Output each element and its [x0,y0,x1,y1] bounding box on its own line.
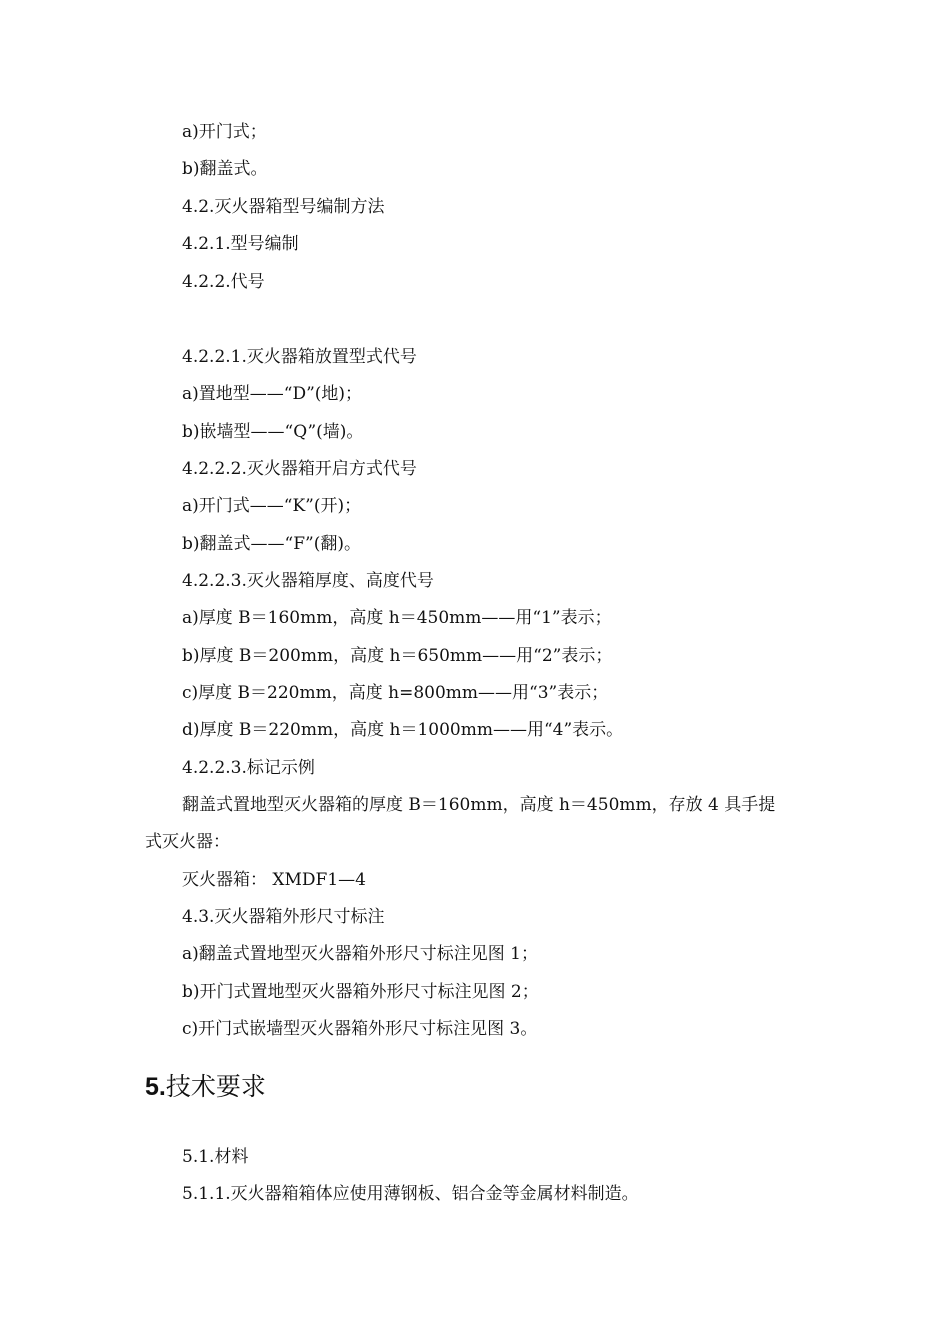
text-line: 4.2.灭火器箱型号编制方法 [182,197,385,217]
text-line: b)嵌墙型——“Q”(墙)。 [182,422,364,442]
text-line: 4.2.2.1.灭火器箱放置型式代号 [182,347,417,367]
text-line: a)开门式——“K”(开)； [182,496,362,516]
text-line: 4.2.1.型号编制 [182,234,299,254]
text-line: b)翻盖式。 [182,159,268,179]
text-line: 4.2.2.代号 [182,272,265,292]
text-line: 4.3.灭火器箱外形尺寸标注 [182,907,385,927]
text-line: c)开门式嵌墙型灭火器箱外形尺寸标注见图 3。 [182,1019,538,1039]
text-line: 翻盖式置地型灭火器箱的厚度 B＝160mm，高度 h＝450mm，存放 4 具手提 [182,795,776,815]
text-line: 式灭火器： [145,832,230,852]
section-heading [145,1070,266,1104]
text-line: b)开门式置地型灭火器箱外形尺寸标注见图 2； [182,982,539,1002]
text-line: 灭火器箱： XMDF1—4 [182,870,366,890]
section-title: 技术要求 [165,1072,266,1101]
text-line: 5.1.1.灭火器箱箱体应使用薄钢板、铝合金等金属材料制造。 [182,1184,639,1204]
text-line: 4.2.2.3.灭火器箱厚度、高度代号 [182,571,434,591]
text-line: 4.2.2.3.标记示例 [182,758,315,778]
text-line: c)厚度 B＝220mm，高度 h=800mm——用“3”表示； [182,683,609,703]
text-line: a)厚度 B＝160mm，高度 h＝450mm——用“1”表示； [182,608,612,628]
text-line: d)厚度 B＝220mm，高度 h＝1000mm——用“4”表示。 [182,720,624,740]
text-line: a)翻盖式置地型灭火器箱外形尺寸标注见图 1； [182,944,538,964]
text-line: a)开门式； [182,122,267,142]
text-line: 4.2.2.2.灭火器箱开启方式代号 [182,459,417,479]
text-line: b)翻盖式——“F”(翻)。 [182,534,361,554]
text-line: 5.1.材料 [182,1147,249,1167]
text-line: b)厚度 B＝200mm，高度 h＝650mm——用“2”表示； [182,646,613,666]
section-number: 5. [145,1073,166,1101]
text-line: a)置地型——“D”(地)； [182,384,363,404]
